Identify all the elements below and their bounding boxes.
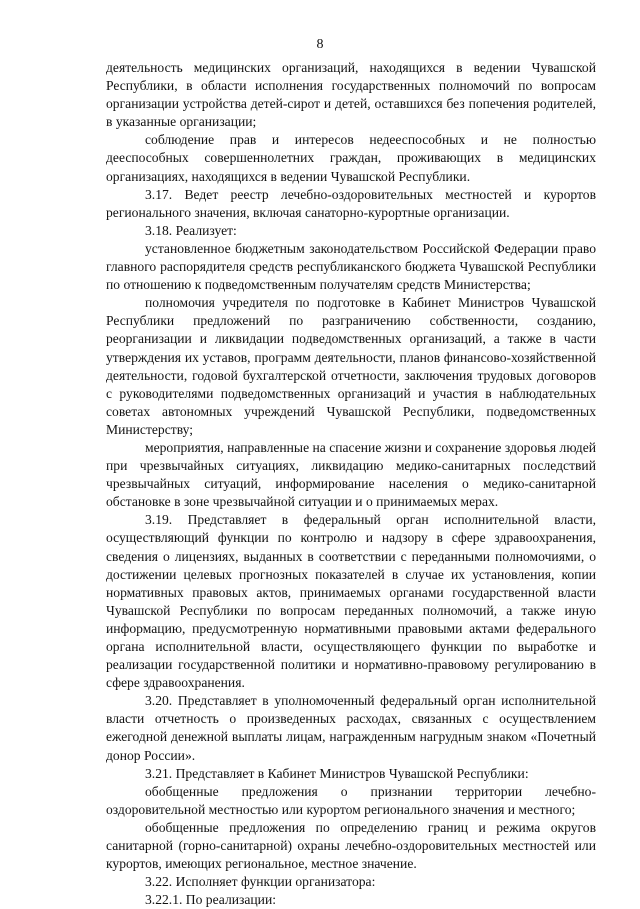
paragraph-proposals-territory: обобщенные предложения о признании территории лечебно-оздоровительной местностью или курортом регионального значения и местного;	[106, 783, 596, 817]
paragraph-2: соблюдение прав и интересов недееспособных и не полностью дееспособных совершеннолетних граждан, проживающих в медицинских организациях, находящихся в ведении Чувашской Республики.	[106, 132, 596, 184]
paragraph-budget-rights: установленное бюджетным законодательством Российской Федерации право главного распорядителя средств республиканского бюджета Чувашской Республики по отношению к подведомственным получателям средств Министерства;	[106, 240, 596, 293]
paragraph-3-22: 3.22. Исполняет функции организатора:	[145, 874, 376, 890]
paragraph-proposals-borders: обобщенные предложения по определению границ и режима округов санитарной (горно-санитарной) охраны лечебно-оздоровительных местностей или курортов, имеющих региональное, местное значение.	[106, 819, 596, 872]
document-body	[106, 59, 596, 909]
page-number: 8	[316, 37, 324, 52]
paragraph-3-21: 3.21. Представляет в Кабинет Министров Чувашской Республики:	[145, 765, 529, 781]
paragraph-3-17: 3.17. Ведет реестр лечебно-оздоровительных местностей и курортов регионального значения, включая санаторно-курортные организации.	[106, 186, 596, 220]
paragraph-3-22-1: 3.22.1. По реализации:	[145, 892, 277, 908]
paragraph-founder-powers: полномочия учредителя по подготовке в Кабинет Министров Чувашской Республики предложений по разграничению собственности, созданию, реорганизации и ликвидации подведомственных организаций, а также в части утверждения их уставов, программ деятельности, планов финансово-хозяйственной деятельности, годовой бухгалтерской отчетности, заключения трудовых договоров с руководителями подведомственных организаций и участия в наблюдательных советах автономных учреждений Чувашской Республики, подведомственных Министерству;	[106, 295, 596, 437]
paragraph-3-20: 3.20. Представляет в уполномоченный федеральный орган исполнительной власти отчетность о произведенных расходах, связанных с осуществлением ежегодной денежной выплаты лицам, награжденным нагрудным знаком «Почетный донор России».	[106, 693, 596, 763]
paragraph-3-18: 3.18. Реализует:	[145, 222, 237, 238]
paragraph-emergency-measures: мероприятия, направленные на спасение жизни и сохранение здоровья людей при чрезвычайных ситуациях, ликвидацию медико-санитарных последствий чрезвычайных ситуаций, информирование населения о медико-санитарной обстановке в зоне чрезвычайной ситуации и о принимаемых мерах.	[106, 439, 597, 510]
paragraph-3-19: 3.19. Представляет в федеральный орган исполнительной власти, осуществляющий функции по контролю и надзору в сфере здравоохранения, сведения о лицензиях, выданных в соответствии с переданными полномочиями, о достижении целевых прогнозных показателей в случае их установления, копии нормативных правовых актов, принимаемых органами государственной власти Чувашской Республики по вопросам переданных полномочий, а также иную информацию, предусмотренную нормативными правовыми актами федерального органа исполнительной власти, осуществляющего функции по выработке и реализации государственной политики и нормативно-правовому регулированию в сфере здравоохранения.	[106, 512, 596, 691]
paragraph-1: деятельность медицинских организаций, находящихся в ведении Чувашской Республики, в области исполнения государственных полномочий по вопросам организации устройства детей-сирот и детей, оставшихся без попечения родителей, в указанные организации;	[106, 60, 596, 130]
